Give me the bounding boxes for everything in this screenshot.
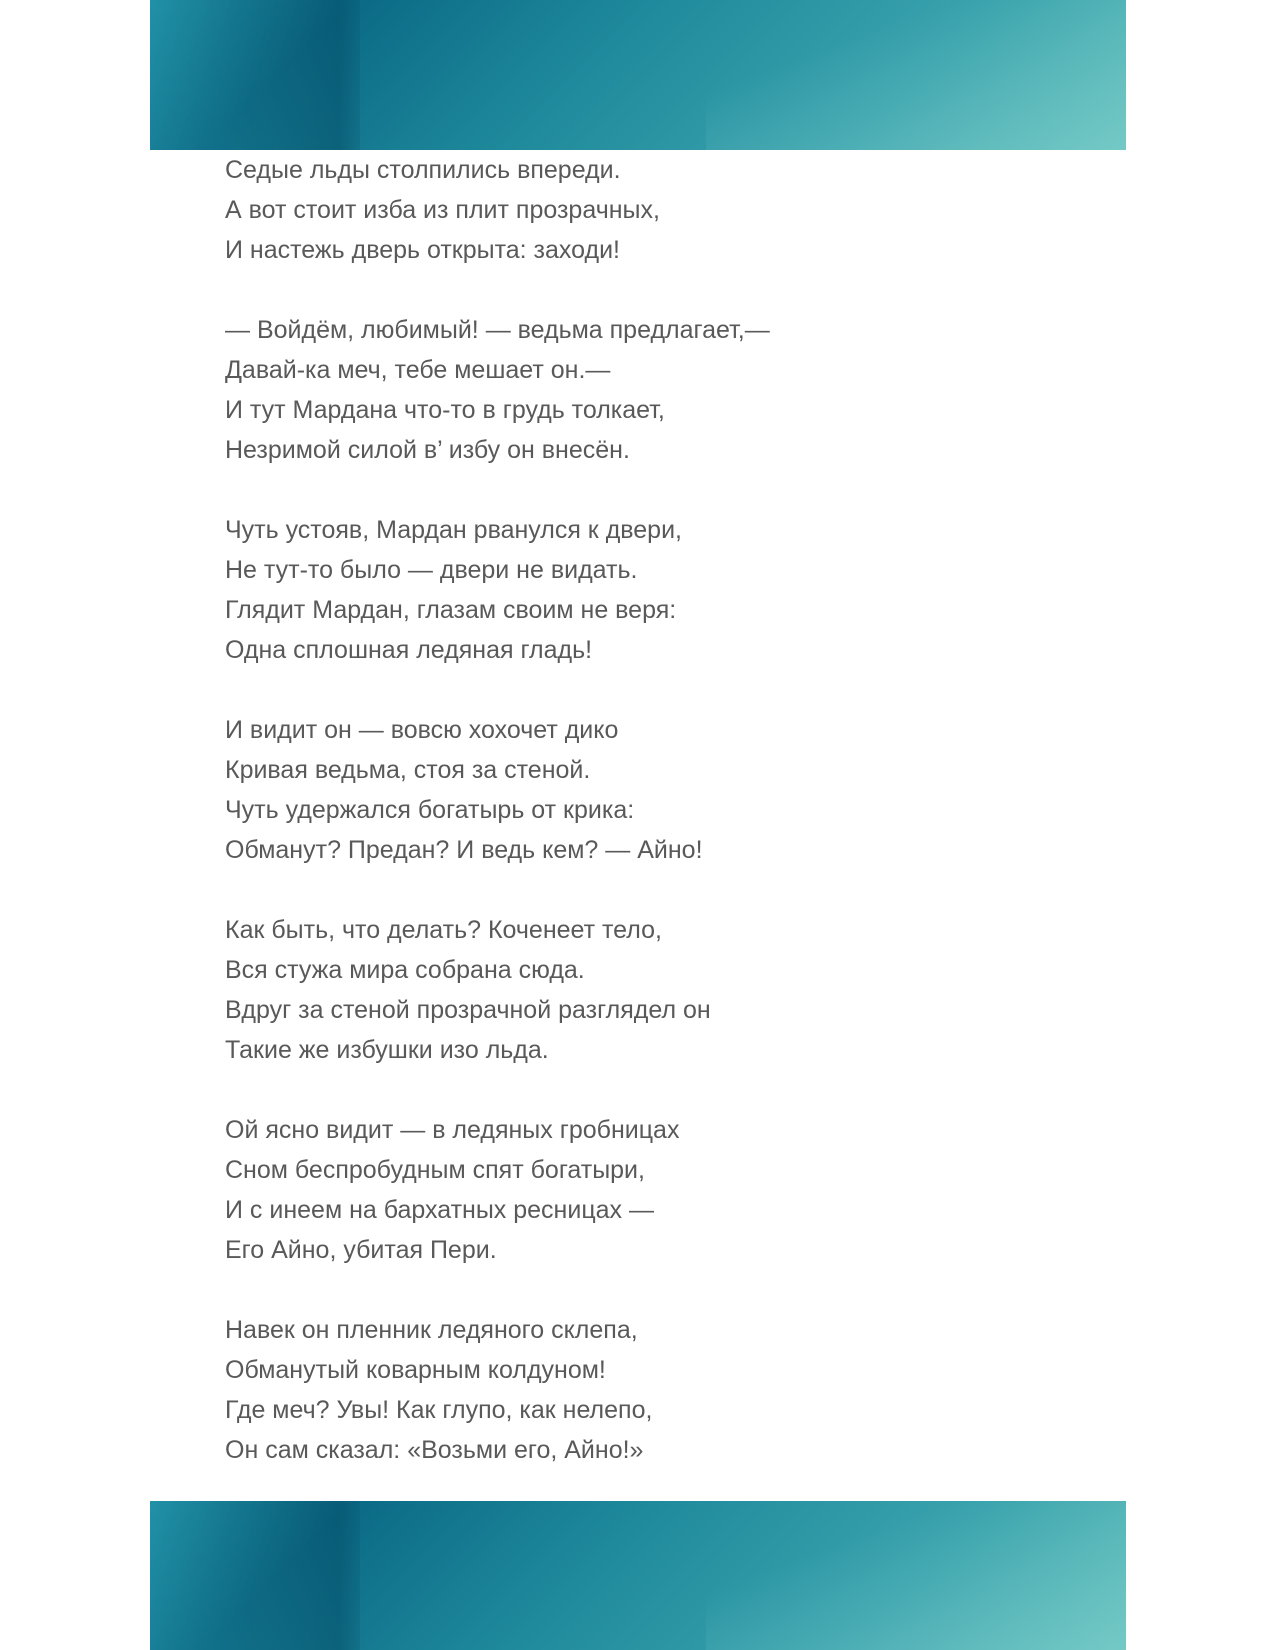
- bottom-decorative-band: [150, 1501, 1126, 1650]
- poem-line: Глядит Мардан, глазам своим не веря:: [225, 596, 677, 624]
- poem-line: Чуть удержался богатырь от крика:: [225, 796, 635, 824]
- poem-line: Ой ясно видит — в ледяных гробницах: [225, 1116, 680, 1144]
- poem-line: Обманутый коварным колдуном!: [225, 1356, 606, 1384]
- stanza-5: [225, 910, 1045, 1070]
- poem-line: И настежь дверь открыта: заходи!: [225, 236, 620, 264]
- poem-line: Чуть устояв, Мардан рванулся к двери,: [225, 516, 682, 544]
- poem-line: Он сам сказал: «Возьми его, Айно!»: [225, 1436, 644, 1464]
- poem-line: Такие же избушки изо льда.: [225, 1036, 549, 1064]
- stanza-4: [225, 710, 1045, 870]
- poem-line: Не тут-то было — двери не видать.: [225, 556, 638, 584]
- poem-line: А вот стоит изба из плит прозрачных,: [225, 196, 660, 224]
- poem-text: [225, 150, 1045, 1510]
- poem-line: И с инеем на бархатных ресницах —: [225, 1196, 654, 1224]
- poem-line: Давай-ка меч, тебе мешает он.—: [225, 356, 611, 384]
- poem-line: Незримой силой в’ избу он внесён.: [225, 436, 630, 464]
- poem-line: Как быть, что делать? Коченеет тело,: [225, 916, 662, 944]
- poem-line: Его Айно, убитая Пери.: [225, 1236, 497, 1264]
- poem-line: Обманут? Предан? И ведь кем? — Айно!: [225, 836, 703, 864]
- poem-line: Вся стужа мира собрана сюда.: [225, 956, 585, 984]
- poem-line: — Войдём, любимый! — ведьма предлагает,—: [225, 316, 770, 344]
- stanza-6: [225, 1110, 1045, 1270]
- poem-line: Седые льды столпились впереди.: [225, 156, 621, 184]
- stanza-3: [225, 510, 1045, 670]
- poem-line: Сном беспробудным спят богатыри,: [225, 1156, 645, 1184]
- poem-line: Где меч? Увы! Как глупо, как нелепо,: [225, 1396, 653, 1424]
- poem-line: Одна сплошная ледяная гладь!: [225, 636, 593, 664]
- poem-line: И тут Мардана что-то в грудь толкает,: [225, 396, 665, 424]
- poem-line: Кривая ведьма, стоя за стеной.: [225, 756, 591, 784]
- poem-line: Навек он пленник ледяного склепа,: [225, 1316, 638, 1344]
- poem-line: Вдруг за стеной прозрачной разглядел он: [225, 996, 711, 1024]
- stanza-7: [225, 1310, 1045, 1470]
- stanza-1: [225, 150, 1045, 270]
- poem-line: И видит он — вовсю хохочет дико: [225, 716, 619, 744]
- stanza-2: [225, 310, 1045, 470]
- top-decorative-band: [150, 0, 1126, 150]
